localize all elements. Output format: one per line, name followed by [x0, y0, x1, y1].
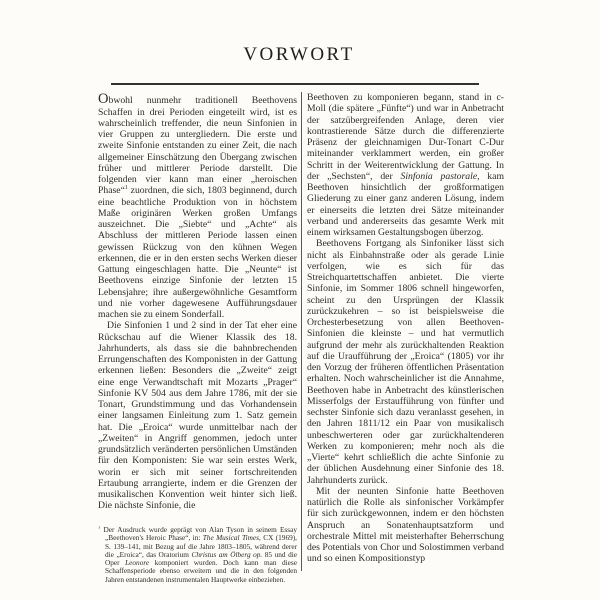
text-segment: Beethovens Fortgang als Sinfoniker lässt sich nicht als Einbahnstraße oder als gerade Linie verfolgen, wie es sich für das Streichquartettschaffen anbietet. Die vierte Sinfonie, im Sommer 1806 schnell hingeworfen, scheint zu den Ursprüngen der Klassik zurückzukehren – so ist beispielsweise die Orchesterbesetzung von allen Beethoven-Sinfonien die kleinste – und hat vermutlich aufgrund der mehr als zurückhaltenden Reaktion auf die Uraufführung der „Eroica“ (1805) vor ihr den Vorzug der früheren öffentlichen Präsentation erhalten. Noch wahrscheinlicher ist die Annahme, Beethoven habe in Anbetracht des künstlerischen Misserfolgs der Erstaufführung von fünfter und sechster Sinfonie sich dazu veranlasst gesehen, in den Jahren 1811/12 ein Paar von musikalisch unbeschwerteren oder gar zurückhaltenderen Werken zu komponieren; mehr noch als die „Vierte“ kehrt schließlich die achte Sinfonie zu der üblichen Ausdehnung einer Sinfonie des 18. Jahrhunderts zurück. — [307, 238, 504, 486]
paragraph — [307, 238, 504, 486]
title-rule — [111, 83, 479, 85]
text-segment: , kam Beethoven hinsichtlich der großformatigen Gliederung zu einer ganz anderen Lösung, indem er einerseits die letzten drei Sätze miteinander verband und andererseits das gesamte Werk mit einem wirksamen Gestaltungsbogen überzog. — [307, 170, 504, 238]
text-segment: bwohl nunmehr traditionell Beethovens Schaffen in drei Perioden eingeteilt wird, ist es wahrscheinlich treffender, die neun Sinfonien in vier Gruppen zu untergliedern. Die erste und zweite Sinfonie entstanden zu einer Zeit, die nach allgemeiner Einschätzung den Übergang zwischen früher und mittlerer Periode darstellt. Die folgenden vier kann man einer „heroischen Phase“ — [98, 95, 297, 197]
text-segment: Christus am Ölberg op. — [191, 549, 263, 559]
text-column-left — [98, 92, 297, 524]
text-segment: Sinfonia pastorale — [400, 170, 478, 182]
text-column-right — [307, 92, 504, 574]
text-segment: Leonore — [125, 558, 150, 568]
paragraph — [307, 92, 504, 238]
page-title: VORWORT — [243, 44, 355, 65]
footnote — [98, 526, 297, 596]
text-segment: Mit der neunten Sinfonie hatte Beethoven natürlich die Rolle als sinfonischer Vorkämpfer für sich zurückgewonnen, indem er den höchsten Anspruch an Sonatenhauptsatzform und orchestrale Mittel mit meisterhafter Beherrschung des Potentials von Chor und Solostimmen verband und so einen Kompositionstyp — [307, 485, 504, 565]
text-segment: zuordnen, die sich, 1803 beginnend, durch eine beachtliche Produktion von in höchstem Maße originären Werken großen Umfangs auszeichnet. Die „Siebte“ und „Achte“ als Abschluss der mittleren Periode lassen einen gewissen Rückzug von den kühnen Wegen erkennen, die er in den ersten sechs Werken dieser Gattung eingeschlagen hatte. Die „Neunte“ ist Beethovens einzige Sinfonie der letzten 15 Lebensjahre; ihre außergewöhnliche Gesamtform und nie vorher dagewesene Aufführungsdauer machen sie zu einem Sonderfall. — [98, 185, 297, 320]
footnote-marker: 1 — [124, 185, 128, 192]
paragraph — [98, 320, 297, 511]
text-segment: Der Ausdruck wurde geprägt von Alan Tyson in seinem Essay „Beethoven's Heroic Phase“, in: — [100, 526, 297, 543]
column-divider — [301, 92, 302, 571]
paragraph — [98, 92, 297, 320]
text-segment: Beethoven zu komponieren begann, stand in c-Moll (die spätere „Fünfte“) und war in Anbetracht der satzübergreifenden Anlage, deren vier kontrastierende Sätze durch die differenzierte Präsenz der gleichnamigen Dur-Tonart C-Dur miteinander verklammert werden, ein großer Schritt in der Weiterentwicklung der Gattung. In der „Sechsten“, der — [307, 92, 504, 182]
text-segment: 85 und die Oper — [105, 549, 297, 568]
text-segment: komponiert wurden. Doch kann man diese Schaffensperiode ebenso erweitern und die in den folgenden Jahren entstandenen instrumentalen Hauptwerke einbeziehen. — [105, 558, 297, 584]
paragraph — [307, 486, 504, 565]
paragraph — [98, 526, 297, 584]
initial-capital: O — [98, 92, 109, 107]
text-segment: , CX (1969), S. 139–141, mit Bezug auf die Jahre 1803–1805, während derer die „Eroica“, das Oratorium — [105, 533, 297, 559]
text-segment: Die Sinfonien 1 und 2 sind in der Tat eher eine Rückschau auf die Wiener Klassik des 18. Jahrhunderts, als dass sie die bahnbrechenden Errungenschaften des Komponisten in der Gattung erkennen ließen: Besonders die „Zweite“ zeigt eine enge Verwandtschaft mit Mozarts „Prager“ Sinfonie KV 504 aus dem Jahre 1786, mit der sie Tonart, Grundstimmung und das Vorhandensein einer langsamen Einleitung zum 1. Satz gemein hat. Die „Eroica“ wurde unmittelbar nach der „Zweiten“ in Angriff genommen, jedoch unter grundsätzlich veränderten persönlichen Umständen für den Komponisten: Sie war sein erstes Werk, worin er sich mit seiner fortschreitenden Ertaubung arrangierte, indem er die Grenzen der musikalischen Konvention weit hinter sich ließ. Die nächste Sinfonie, die — [98, 320, 297, 512]
footnote-marker: 1 — [98, 526, 101, 530]
text-segment: The Musical Times — [202, 533, 259, 543]
